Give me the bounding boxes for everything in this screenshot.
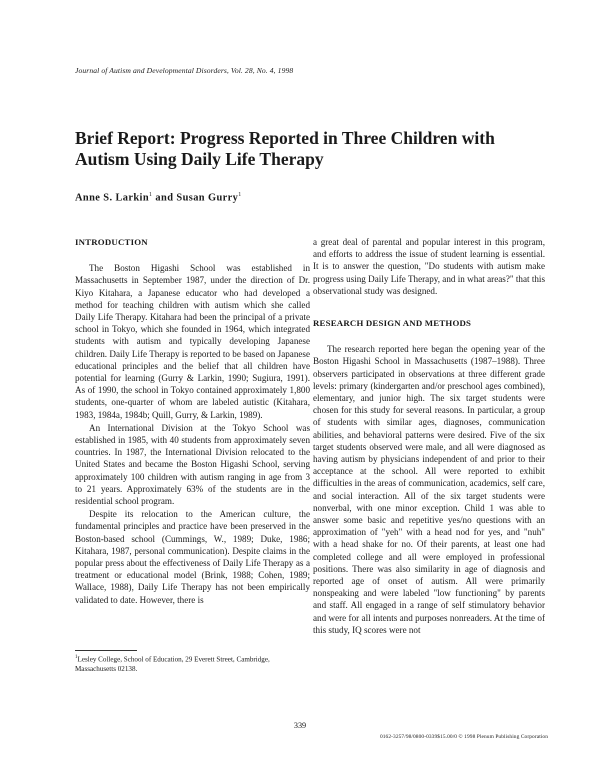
left-column xyxy=(75,236,310,650)
author-line xyxy=(75,192,475,203)
author-larkin: Anne S. Larkin xyxy=(75,192,150,204)
methods-heading: RESEARCH DESIGN AND METHODS xyxy=(313,318,472,329)
copyright-line: 0162-3257/98/0800-0339$15.00/0 © 1998 Plenum Publishing Corporation xyxy=(379,734,548,740)
author-gurry: Susan Gurry xyxy=(176,192,239,204)
intro-paragraph: The Boston Higashi School was established in Massachusetts in September 1987, under the direction of Dr. Kiyo Kitahara, a Japanese educator who had developed a method for teaching children with autism which she called Daily Life Therapy. Kitahara had been the principal of a private school in Tokyo, which she founded in 1964, which integrated students with autism and typically developing Japanese children. Daily Life Therapy is reported to be based on Japanese educational principles and the belief that all children have potential for learning (Gurry & Larkin, 1990; Sugiura, 1991). As of 1990, the school in Tokyo contained approximately 1,800 students, one-quarter of whom are labeled autistic (Kitahara, 1983, 1984a, 1984b; Quill, Gurry, & Larkin, 1989). xyxy=(75,263,310,420)
footnote-text: Lesley College, School of Education, 29 Everett Street, Cambridge, Massachusetts 02138. xyxy=(75,655,270,673)
right-column xyxy=(313,236,545,686)
footnote-divider xyxy=(75,650,137,651)
article-title: Brief Report: Progress Reported in Three Children with Autism Using Daily Life Therapy xyxy=(75,128,495,169)
page-number: 339 xyxy=(293,721,307,730)
intro-paragraph: An International Division at the Tokyo School was established in 1985, with 40 students from approximately seven countries. In 1987, the International Division relocated to the United States and became the Boston Higashi School, serving approximately 100 children with autism ranging in age from 3 to 21 years. Approximately 63% of the students are in the residential school program. xyxy=(75,422,310,507)
introduction-heading: INTRODUCTION xyxy=(75,237,148,247)
author-affiliation-mark: 1 xyxy=(149,192,153,198)
intro-continuation: a great deal of parental and popular interest in this program, and efforts to address the issue of student learning is essential. It is to answer the question, "Do students with autism make progress using Daily Life Therapy, and in what areas?" that this observational study was designed. xyxy=(313,237,545,296)
author-affiliation-mark: 1 xyxy=(238,192,242,198)
journal-citation: Journal of Autism and Developmental Disorders, Vol. 28, No. 4, 1998 xyxy=(75,66,294,75)
intro-paragraph: Despite its relocation to the American culture, the fundamental principles and practice have been preserved in the Boston-based school (Cummings, W., 1989; Duke, 1986; Kitahara, 1987, personal communication). Despite claims in the popular press about the effectiveness of Daily Life Therapy as a treatment or educational model (Brink, 1988; Cohen, 1989; Wallace, 1988), Daily Life Therapy has not been empirically validated to date. However, there is xyxy=(75,509,310,605)
affiliation-footnote xyxy=(75,653,305,674)
footnote-mark: 1 xyxy=(75,655,78,660)
methods-paragraph: The research reported here began the opening year of the Boston Higashi School in Massachusetts (1987–1988). Three observers participated in observations at three different grade levels: primary (kindergarten and/or preschool ages combined), elementary, and junior high. The six target students were chosen for this study for several reasons. In particular, a group of students with similar ages, diagnoses, communication abilities, and behavioral patterns were desired. Five of the six target students observed were male, and all were diagnosed as having autism by physicians independent of and prior to their acceptance at the school. All were reported to exhibit difficulties in the areas of communication, academics, self care, and social interaction. All of the six target students were nonverbal, with one minor exception. Child 1 was able to answer some basic and repetitive yes/no questions with an approximation of "yeh" with a head nod for yes, and "nuh" with a head shake for no. Of their parents, at least one had completed college and all were employed in professional positions. There was also similarity in age of diagnosis and reported age of onset of autism. All were primarily nonspeaking and were labeled "low functioning" by parents and staff. All engaged in a range of self stimulatory behavior and were for all intents and purposes nonreaders. At the time of this study, IQ scores were not xyxy=(313,344,545,635)
author-joiner: and xyxy=(152,192,177,204)
